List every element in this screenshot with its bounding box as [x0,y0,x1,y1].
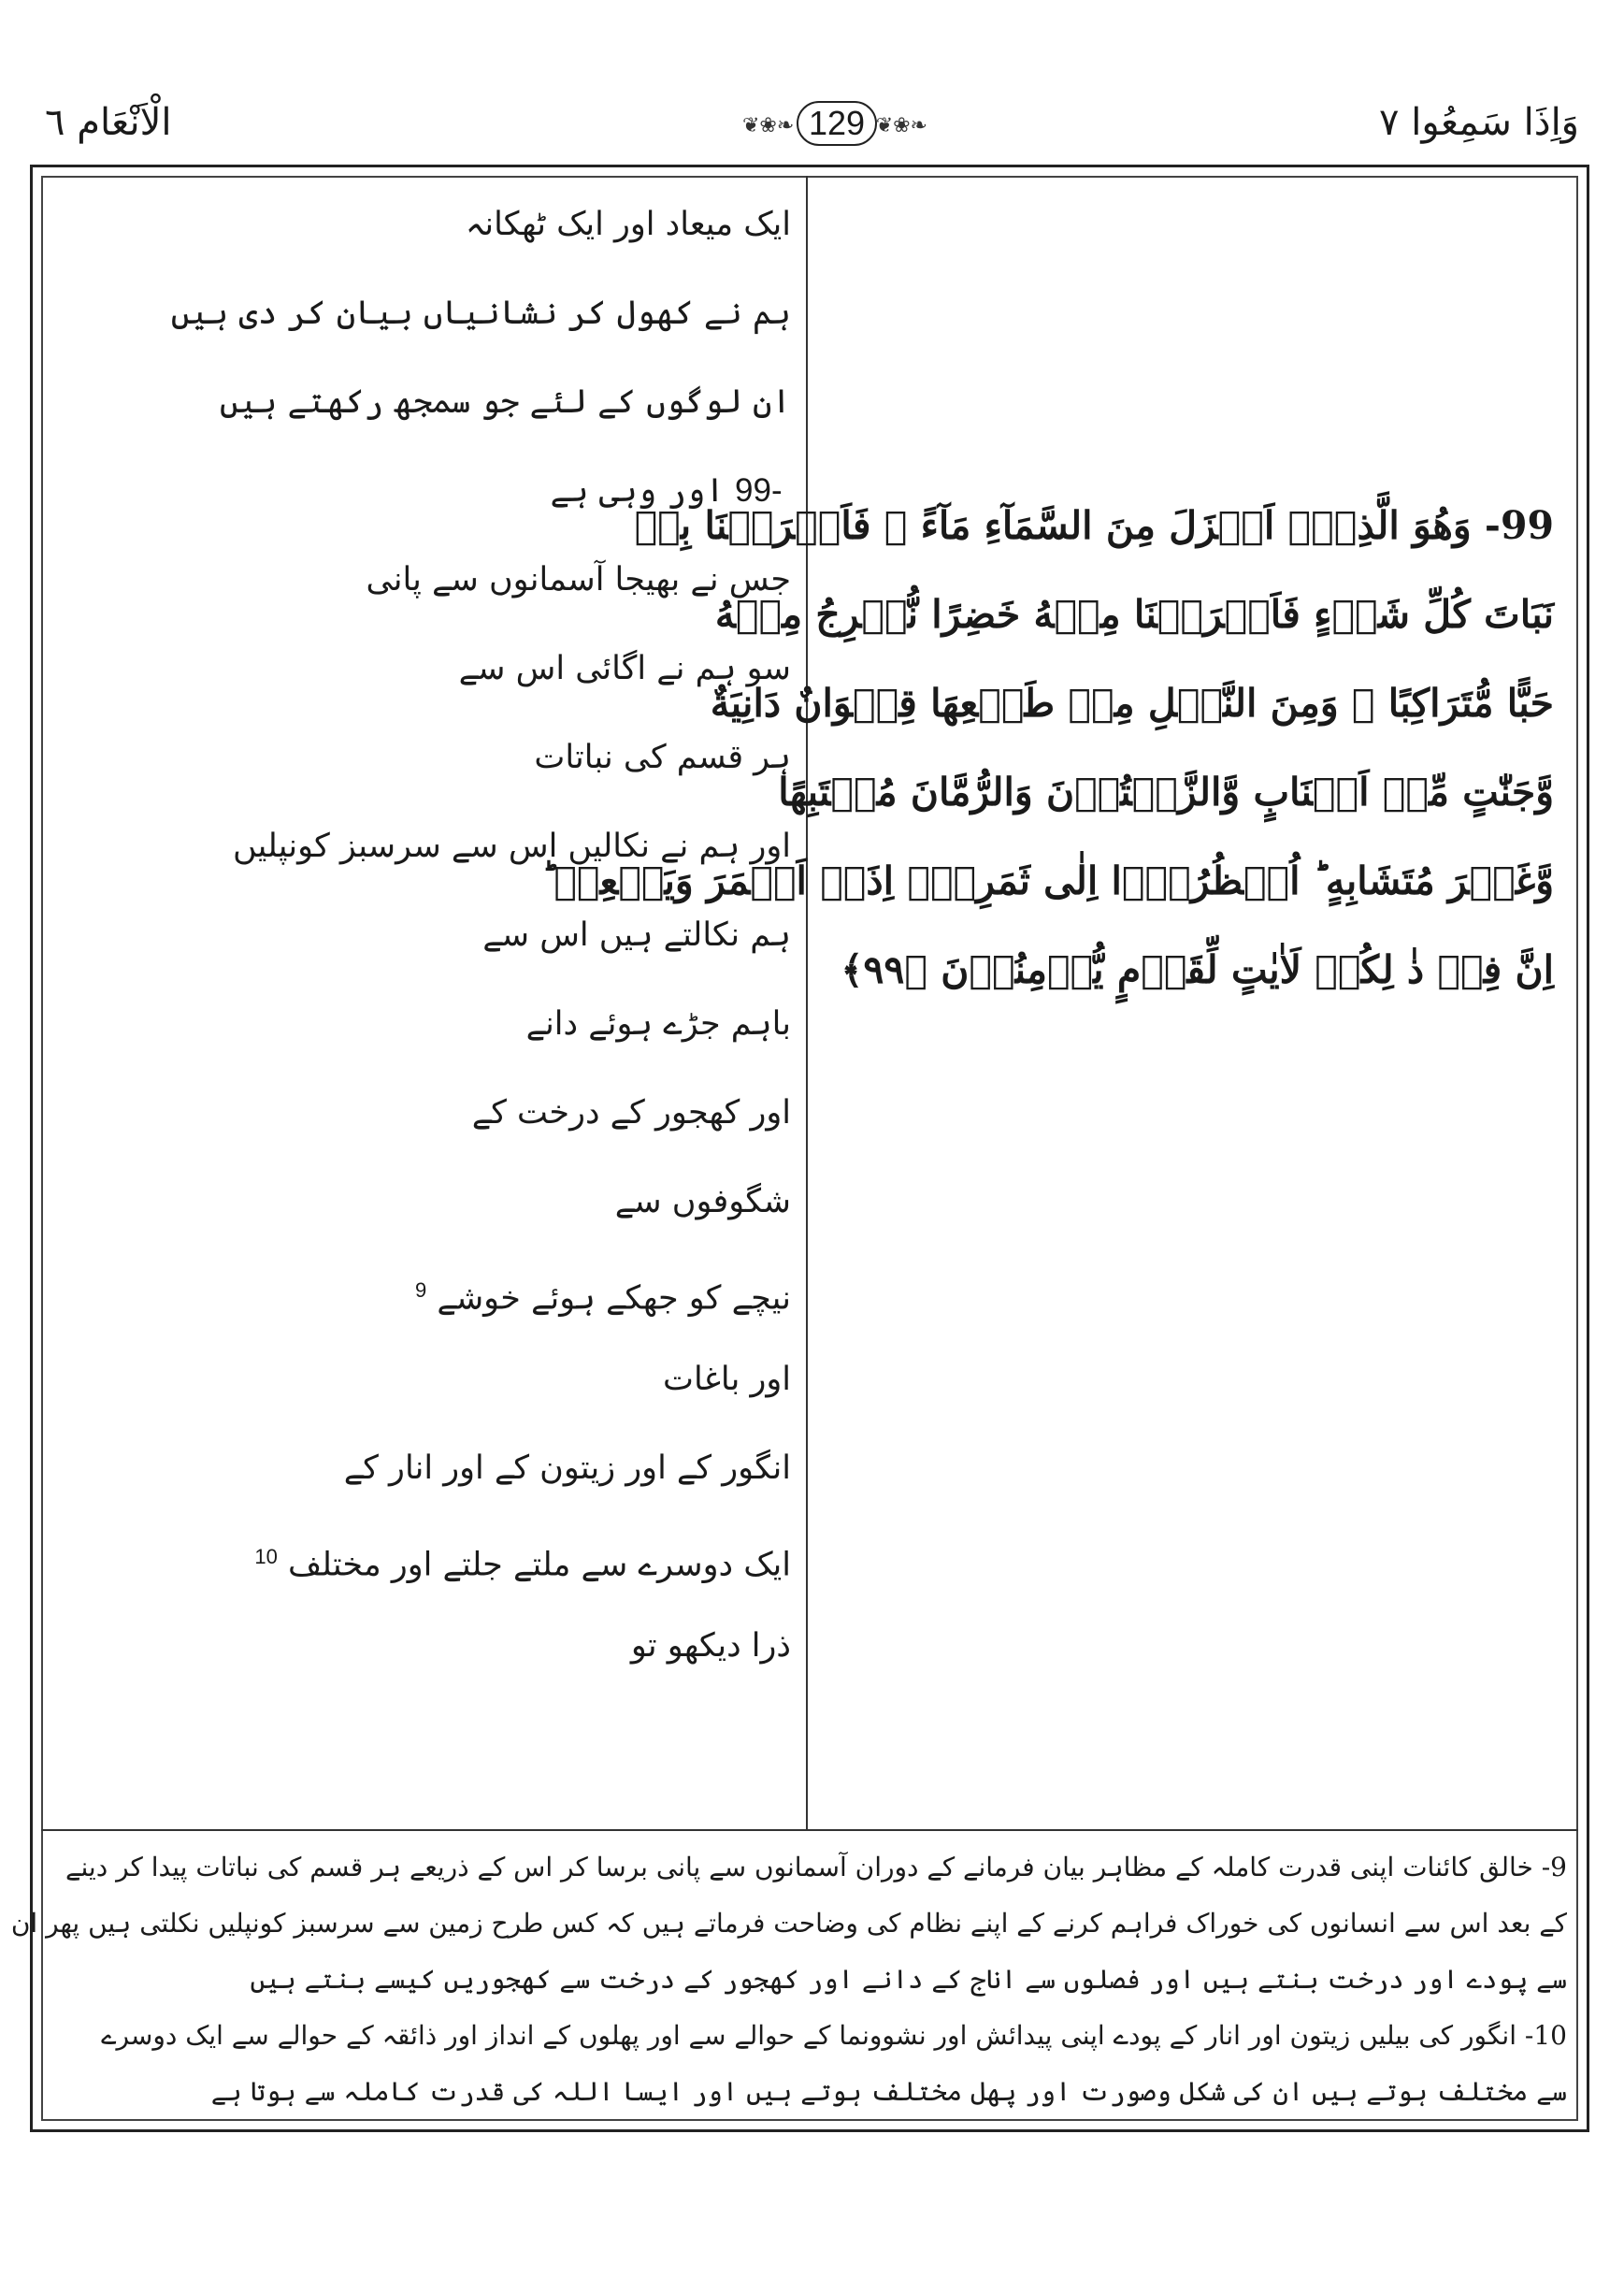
footnote-ref-9[interactable]: 9 [414,1278,427,1302]
arabic-line: وَّجَنّٰتٍ مِّنۡ اَعۡنَابٍ وَّالزَّيۡتُوۡنَ وَالرُّمَّانَ مُشۡتَبِهًا [778,770,1554,815]
arabic-line: 99- وَهُوَ الَّذِيۡۤ اَنۡزَلَ مِنَ السَّمَآءِ مَآءً‌ ۚ فَاَخۡرَجۡنَا بِهٖ [634,503,1554,548]
page-header [37,101,1587,157]
page-number-ornament [737,97,933,150]
translation-line: اور وہی ہے [550,472,725,510]
ornament-left-icon: ❦❀❧ [742,114,795,137]
translation-line: ہم نکالتے ہیں اس سے [482,916,791,954]
translation-column [62,187,791,1824]
translation-line-with-ref [62,1520,791,1594]
arabic-line: اِنَّ فِىۡ ذٰ لِكُمۡ لَاٰيٰتٍ لِّقَوۡمٍ يُّؤۡمِنُوۡنَ ﴿۹۹﴾ [841,947,1554,992]
arabic-line: نَبَاتَ كُلِّ شَىۡءٍ فَاَخۡرَجۡنَا مِنۡهُ خَضِرًا نُّخۡرِجُ مِنۡهُ [714,592,1554,637]
surah-name: الْاَنْعَام ٦ [45,101,172,144]
translation-line: جس نے بھیجا آسمانوں سے پانی [366,561,791,598]
arabic-line: حَبًّا مُّتَرَاكِبًا‌ ۚ وَمِنَ النَّخۡلِ مِنۡ طَلۡعِهَا قِنۡوَانٌ دَانِيَةٌ [710,681,1554,726]
translation-line: اور کھجور کے درخت کے [471,1094,791,1132]
footnote-10-line: سے مختلف ہوتے ہیں ان کی شکل وصورت اور پھل مختلف ہوتے ہیں اور ایسا اللہ کی قدرت کاملہ سے ہوتا ہے [210,2076,1567,2107]
translation-line: ذرا دیکھو تو [630,1627,791,1665]
translation-line: ہر قسم کی نباتات [534,739,791,776]
footnote-10-line: 10- انگور کی بیلیں زیتون اور انار کے پودے اپنی پیدائش اور نشوونما کے حوالے سے اور پھلوں کے انداز اور ذائقہ کے حوالے سے ایک دوسرے [101,2020,1567,2051]
translation-line: ہم نے کھول کر نشانیاں بیان کر دی ہیں [170,295,791,332]
translation-line: باہم جڑے ہوئے دانے [525,1005,791,1043]
translation-line: ایک میعاد اور ایک ٹھکانہ [465,206,791,243]
ornament-right-icon: ❦❀❧ [875,114,927,137]
translation-line: ایک دوسرے سے ملتے جلتے اور مختلف [288,1546,791,1584]
translation-line: سو ہم نے اگائی اس سے [458,650,791,687]
verse-number: -99 [735,472,783,509]
translation-line: انگور کے اور زیتون کے اور انار کے [343,1449,791,1487]
translation-line: اور ہم نے نکالیں اس سے سرسبز کونپلیں [232,828,791,865]
footnote-9-line: کے بعد اس سے انسانوں کی خوراک فراہم کرنے کے اپنے نظام کی وضاحت فرماتے ہیں کہ کس طرح زمین سے سرسبز کونپلیں نکلتی ہیں پھر ان [10,1908,1567,1939]
translation-line: ان لوگوں کے لئے جو سمجھ رکھتے ہیں [219,383,791,421]
juz-name: وَاِذَا سَمِعُوا ٧ [1379,101,1579,144]
footnotes [10,1839,1567,2119]
footnote-ref-10[interactable]: 10 [254,1545,278,1568]
translation-line: اور باغات [663,1361,791,1398]
page-number: 129 [797,101,877,146]
footnote-9-line: سے پودے اور درخت بنتے ہیں اور فصلوں سے اناج کے دانے اور کھجور کے درخت سے کھجوریں کیسے بنتے ہیں [250,1964,1567,1995]
footnote-9-line: 9- خالق کائنات اپنی قدرت کاملہ کے مظاہر بیان فرمانے کے دوران آسمانوں سے پانی برسا کر اس کے ذریعے ہر قسم کی نباتات پیدا کر دینے [65,1852,1567,1882]
footnote-divider [41,1829,1578,1831]
translation-line: شگوفوں سے [614,1183,791,1220]
translation-line-with-ref [62,1253,791,1328]
column-divider [806,176,808,1829]
translation-line: نیچے کو جھکے ہوئے خوشے [437,1279,791,1318]
arabic-line: وَّغَيۡرَ مُتَشَابِهٍ‌ ؕ اُنۡظُرُوۡۤا اِلٰى ثَمَرِهٖۤ اِذَاۤ اَثۡمَرَ وَيَنۡعِهٖ‌ ؕ [541,858,1554,903]
